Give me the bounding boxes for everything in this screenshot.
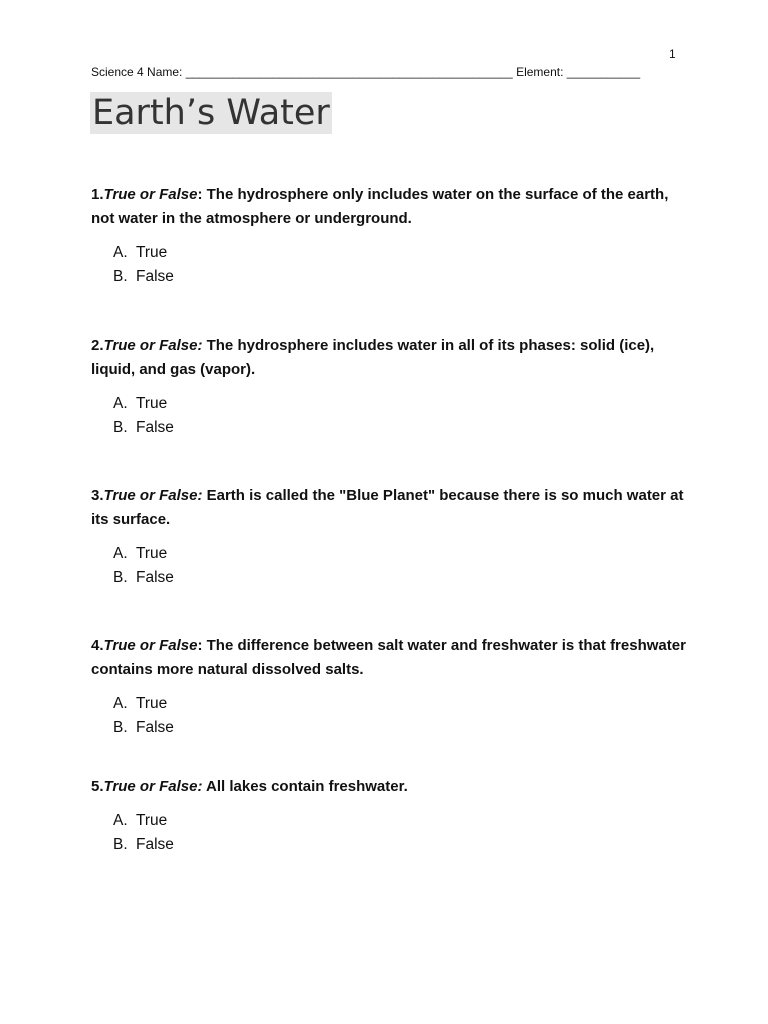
option-false[interactable]: [113, 833, 691, 857]
header-line: Science 4 Name: _________________________________________________ Element: ___________: [91, 65, 641, 79]
option-label: True: [136, 244, 168, 261]
option-label: False: [136, 836, 174, 853]
question-number: 5.: [91, 778, 104, 795]
option-letter: B.: [113, 569, 128, 586]
options-list: [113, 542, 691, 590]
question-number: 4.: [91, 637, 104, 654]
option-letter: A.: [113, 812, 128, 829]
option-true[interactable]: [113, 692, 691, 716]
options-list: [113, 392, 691, 440]
option-false[interactable]: [113, 416, 691, 440]
option-label: False: [136, 268, 174, 285]
question-body: Earth is called the "Blue Planet" because there is so much water at its surface.: [91, 487, 684, 528]
question-4: [91, 634, 691, 740]
options-list: [113, 241, 691, 289]
question-number: 2.: [91, 337, 104, 354]
option-label: True: [136, 695, 168, 712]
question-2: [91, 334, 691, 440]
option-letter: A.: [113, 545, 128, 562]
option-letter: B.: [113, 836, 128, 853]
question-text: [91, 634, 691, 682]
question-label: True or False:: [103, 487, 203, 504]
option-letter: A.: [113, 244, 128, 261]
question-text: [91, 484, 691, 532]
option-false[interactable]: [113, 566, 691, 590]
option-letter: B.: [113, 719, 128, 736]
options-list: [113, 809, 691, 857]
question-label: True or False:: [103, 778, 203, 795]
question-3: [91, 484, 691, 590]
question-body: : The hydrosphere only includes water on the surface of the earth, not water in the atmosphere or underground.: [91, 186, 669, 227]
question-text: [91, 183, 691, 231]
question-body: The hydrosphere includes water in all of its phases: solid (ice), liquid, and gas (vapor).: [91, 337, 655, 378]
option-label: True: [136, 545, 168, 562]
option-false[interactable]: [113, 265, 691, 289]
question-number: 1.: [91, 186, 104, 203]
option-label: False: [136, 419, 174, 436]
option-letter: B.: [113, 268, 128, 285]
options-list: [113, 692, 691, 740]
question-body: All lakes contain freshwater.: [202, 778, 408, 795]
option-true[interactable]: [113, 809, 691, 833]
question-label: True or False: [103, 637, 198, 654]
question-1: [91, 183, 691, 289]
option-false[interactable]: [113, 716, 691, 740]
page-title: Earth’s Water: [92, 93, 330, 133]
question-label: True or False:: [103, 337, 203, 354]
option-true[interactable]: [113, 392, 691, 416]
question-body: : The difference between salt water and freshwater is that freshwater contains more natural dissolved salts.: [91, 637, 686, 678]
option-label: False: [136, 719, 174, 736]
option-letter: A.: [113, 395, 128, 412]
option-letter: B.: [113, 419, 128, 436]
question-text: [91, 775, 691, 799]
page-number: 1: [669, 47, 676, 61]
question-text: [91, 334, 691, 382]
question-label: True or False: [103, 186, 198, 203]
title-highlight: [90, 92, 332, 134]
option-letter: A.: [113, 695, 128, 712]
question-number: 3.: [91, 487, 104, 504]
option-true[interactable]: [113, 542, 691, 566]
option-true[interactable]: [113, 241, 691, 265]
option-label: True: [136, 812, 168, 829]
option-label: True: [136, 395, 168, 412]
option-label: False: [136, 569, 174, 586]
question-5: [91, 775, 691, 857]
